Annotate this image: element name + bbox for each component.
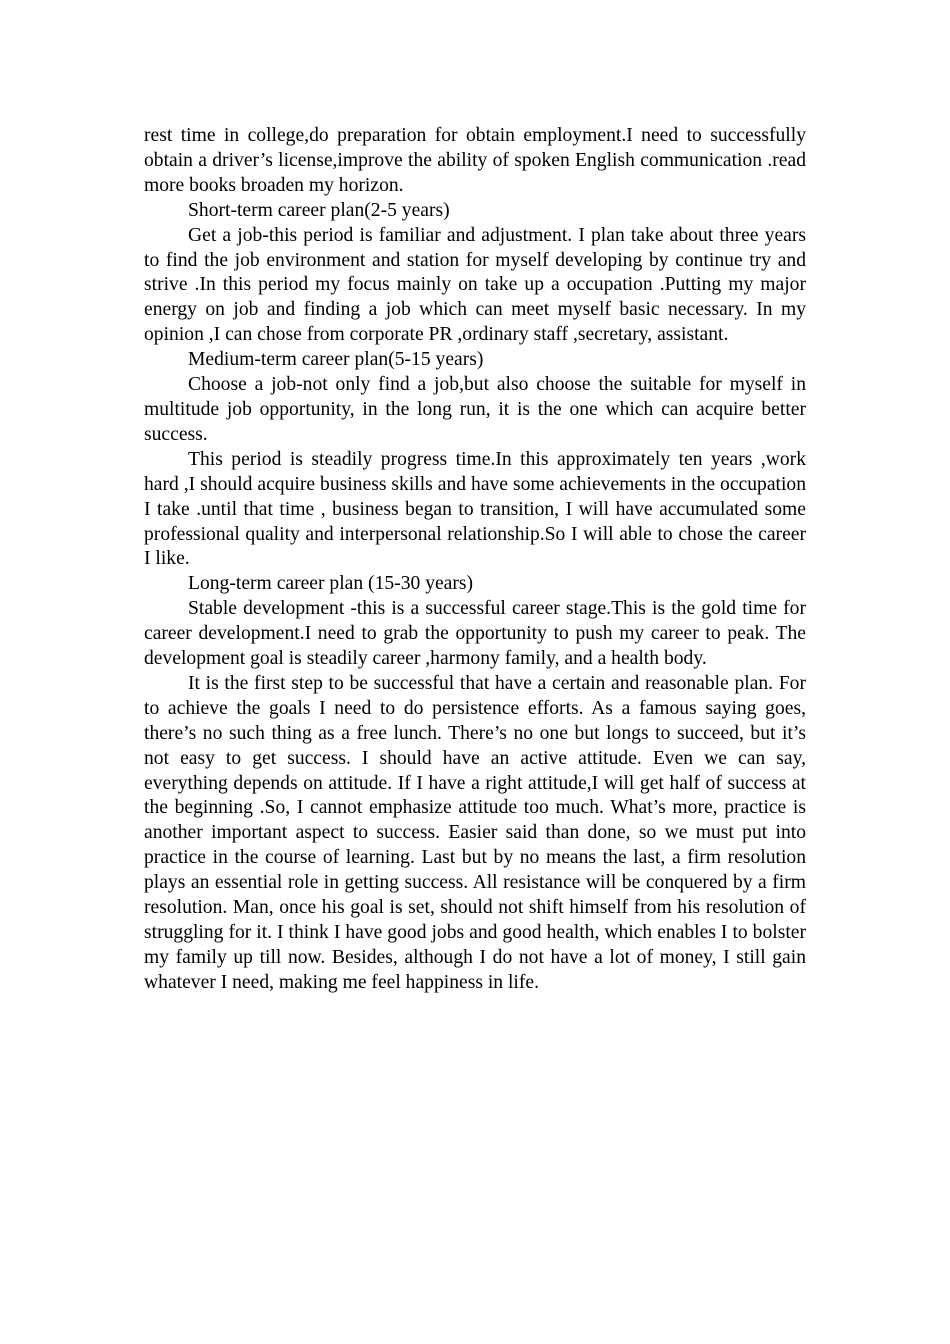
heading-short-term-plan: Short-term career plan(2-5 years) — [188, 199, 450, 221]
paragraph-short-term: Get a job-this period is familiar and adjustment. I plan take about three years to find the job environment and station for myself developing by continue try and strive .In this period my focus mainly on take up a occupation .Putting my major energy on job and finding a job which can meet myself basic necessary. In my opinion ,I can chose from corporate PR ,ordinary staff ,secretary, assistant. — [144, 224, 806, 346]
paragraph-long-term: Stable development -this is a successful career stage.This is the gold time for career development.I need to grab the opportunity to push my career to peak. The development goal is steadily career ,harmony family, and a health body. — [144, 598, 806, 670]
heading-medium-term-plan: Medium-term career plan(5-15 years) — [188, 349, 484, 371]
paragraph-intro: rest time in college,do preparation for obtain employment.I need to successfully obtain a driver’s license,improve the ability of spoken English communication .read more books broaden my horizon. — [144, 125, 806, 196]
document-body — [144, 124, 806, 996]
heading-long-term-plan: Long-term career plan (15-30 years) — [188, 573, 474, 595]
paragraph-medium-term-choose: Choose a job-not only find a job,but also choose the suitable for myself in multitude job opportunity, in the long run, it is the one which can acquire better success. — [144, 374, 806, 445]
paragraph-medium-term-progress: This period is steadily progress time.In this approximately ten years ,work hard ,I should acquire business skills and have some achievements in the occupation I take .until that time , business began to transition, I will have accumulated some professional quality and interpersonal relationship.So I will able to chose the career I like. — [144, 448, 806, 570]
paragraph-conclusion: It is the first step to be successful that have a certain and reasonable plan. For to achieve the goals I need to do persistence efforts. As a famous saying goes, there’s no such thing as a free lunch. There’s no one but longs to succeed, but it’s not easy to get success. I should have an active attitude. Even we can say, everything depends on attitude. If I have a right attitude,I will get half of success at the beginning .So, I cannot emphasize attitude too much. What’s more, practice is another important aspect to success. Easier said than done, so we must put into practice in the course of learning. Last but by no means the last, a firm resolution plays an essential role in getting success. All resistance will be conquered by a firm resolution. Man, once his goal is set, should not shift himself from his resolution of struggling for it. I think I have good jobs and good health, which enables I to bolster my family up till now. Besides, although I do not have a lot of money, I still gain whatever I need, making me feel happiness in life. — [144, 672, 806, 993]
